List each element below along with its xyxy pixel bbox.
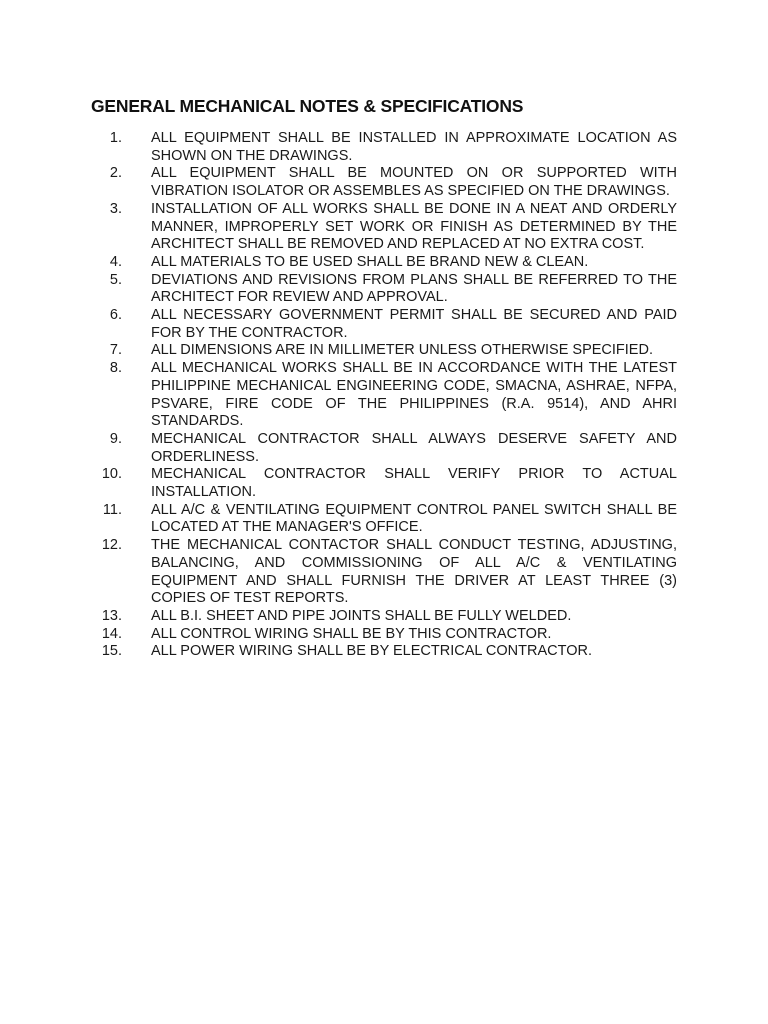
note-item-14 — [96, 626, 677, 644]
note-item-7 — [96, 342, 677, 360]
note-item-1 — [96, 130, 677, 165]
note-number: 9. — [109, 430, 122, 447]
note-text: ALL MATERIALS TO BE USED SHALL BE BRAND NEW & CLEAN. — [151, 253, 589, 270]
note-item-5 — [96, 272, 677, 307]
notes-list — [96, 130, 677, 661]
note-text: ALL EQUIPMENT SHALL BE INSTALLED IN APPROXIMATE LOCATION AS SHOWN ON THE DRAWINGS. — [151, 130, 677, 164]
note-number: 12. — [101, 537, 122, 554]
note-item-6 — [96, 307, 677, 342]
note-item-8 — [96, 360, 677, 431]
note-item-13 — [96, 608, 677, 626]
note-text: ALL NECESSARY GOVERNMENT PERMIT SHALL BE SECURED AND PAID FOR BY THE CONTRACTOR. — [151, 307, 677, 341]
note-item-4 — [96, 254, 677, 272]
note-number: 3. — [109, 200, 122, 217]
note-item-2 — [96, 165, 677, 200]
note-text: DEVIATIONS AND REVISIONS FROM PLANS SHALL BE REFERRED TO THE ARCHITECT FOR REVIEW AND APPROVAL. — [151, 271, 677, 306]
note-text: MECHANICAL CONTRACTOR SHALL VERIFY PRIOR TO ACTUAL INSTALLATION. — [151, 466, 677, 501]
note-item-9 — [96, 431, 677, 466]
note-item-11 — [96, 502, 677, 537]
note-number: 14. — [101, 625, 122, 642]
note-number: 11. — [102, 501, 122, 518]
note-number: 7. — [109, 342, 122, 359]
note-number: 2. — [109, 165, 122, 182]
note-text: ALL MECHANICAL WORKS SHALL BE IN ACCORDANCE WITH THE LATEST PHILIPPINE MECHANICAL ENGINEERING CODE, SMACNA, ASHRAE, NFPA, PSVARE, FIRE CODE OF THE PHILIPPINES (R.A. 9514), AND AHRI STANDARDS. — [151, 360, 677, 430]
note-item-3 — [96, 201, 677, 254]
note-text: THE MECHANICAL CONTACTOR SHALL CONDUCT TESTING, ADJUSTING, BALANCING, AND COMMISSIONING OF ALL A/C & VENTILATING EQUIPMENT AND SHALL FURNISH THE DRIVER AT LEAST THREE (3) COPIES OF TEST REPORTS. — [151, 537, 677, 607]
note-text: MECHANICAL CONTRACTOR SHALL ALWAYS DESERVE SAFETY AND ORDERLINESS. — [151, 430, 677, 465]
note-text: ALL DIMENSIONS ARE IN MILLIMETER UNLESS OTHERWISE SPECIFIED. — [151, 342, 653, 359]
note-number: 4. — [109, 253, 122, 270]
note-text: ALL A/C & VENTILATING EQUIPMENT CONTROL PANEL SWITCH SHALL BE LOCATED AT THE MANAGER'S OFFICE. — [151, 501, 677, 536]
note-number: 1. — [109, 130, 122, 146]
note-number: 5. — [109, 271, 122, 288]
document-title: GENERAL MECHANICAL NOTES & SPECIFICATIONS — [91, 96, 524, 116]
note-text: ALL POWER WIRING SHALL BE BY ELECTRICAL CONTRACTOR. — [151, 643, 593, 660]
note-number: 6. — [109, 307, 122, 324]
note-number: 10. — [101, 466, 122, 483]
note-text: INSTALLATION OF ALL WORKS SHALL BE DONE IN A NEAT AND ORDERLY MANNER, IMPROPERLY SET WORK OR FINISH AS DETERMINED BY THE ARCHITECT SHALL BE REMOVED AND REPLACED AT NO EXTRA COST. — [151, 200, 677, 253]
note-text: ALL CONTROL WIRING SHALL BE BY THIS CONTRACTOR. — [151, 625, 552, 642]
note-item-15 — [96, 643, 677, 661]
note-number: 15. — [101, 643, 122, 660]
note-number: 8. — [109, 360, 122, 377]
note-item-12 — [96, 537, 677, 608]
note-text: ALL B.I. SHEET AND PIPE JOINTS SHALL BE FULLY WELDED. — [151, 607, 572, 624]
note-text: ALL EQUIPMENT SHALL BE MOUNTED ON OR SUPPORTED WITH VIBRATION ISOLATOR OR ASSEMBLES AS SPECIFIED ON THE DRAWINGS. — [151, 165, 677, 200]
note-number: 13. — [101, 607, 122, 624]
note-item-10 — [96, 466, 677, 501]
